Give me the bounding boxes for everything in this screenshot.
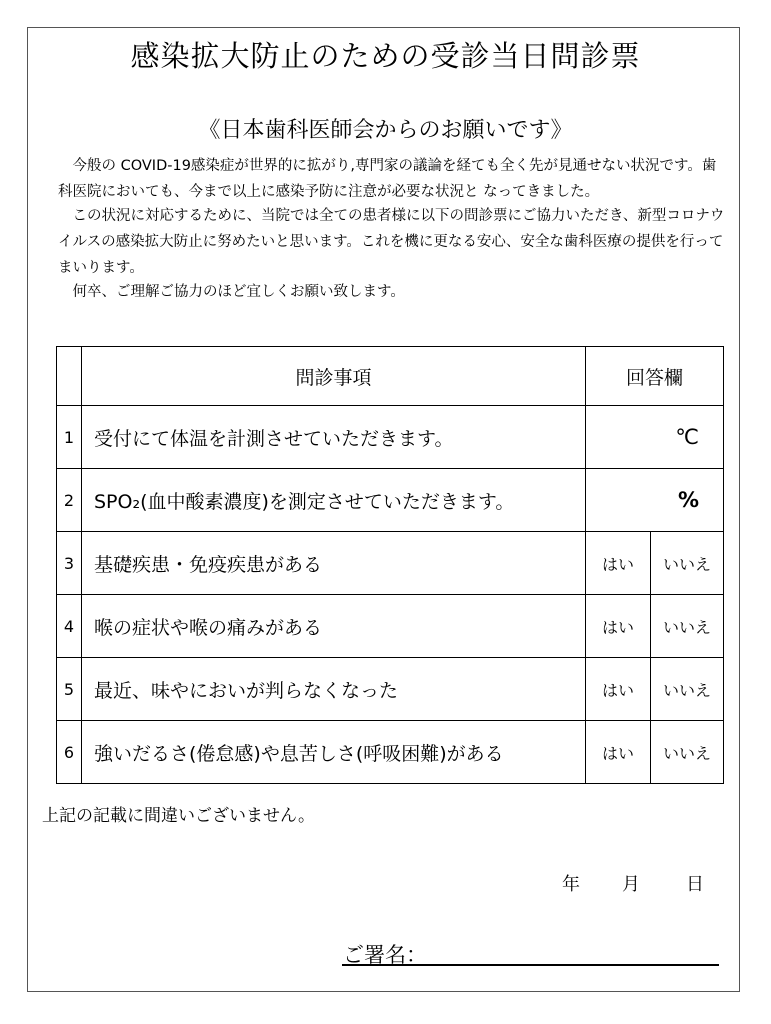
no-option[interactable]: いいえ — [651, 721, 724, 784]
no-option[interactable]: いいえ — [651, 532, 724, 595]
signature-label: ご署名： — [343, 943, 427, 967]
table-row — [57, 406, 724, 469]
row-number: 5 — [57, 658, 82, 721]
table-row — [57, 595, 724, 658]
header-answer: 回答欄 — [586, 347, 724, 406]
page-subtitle: 《日本歯科医師会からのお願いです》 — [198, 118, 573, 143]
date-year-label: 年 — [562, 874, 580, 895]
table-row — [57, 532, 724, 595]
table-row — [57, 721, 724, 784]
intro-text — [58, 153, 730, 305]
row-number: 6 — [57, 721, 82, 784]
yes-option[interactable]: はい — [586, 721, 651, 784]
row-number: 2 — [57, 469, 82, 532]
date-day-label: 日 — [686, 874, 704, 895]
row-question: 強いだるさ(倦怠感)や息苦しさ(呼吸困難)がある — [82, 721, 586, 784]
row-number: 3 — [57, 532, 82, 595]
row-number: 4 — [57, 595, 82, 658]
row-question: 受付にて体温を計測させていただきます。 — [82, 406, 586, 469]
intro-paragraph-2: この状況に対応するために、当院では全ての患者様に以下の問診票にご協力いただき、新型コロナウイルスの感染拡大防止に努めたいと思います。これを機に更なる安心、安全な歯科医療の提供を行ってまいります。 — [58, 208, 725, 276]
row-question: SPO₂(血中酸素濃度)を測定させていただきます。 — [82, 469, 586, 532]
no-option[interactable]: いいえ — [651, 595, 724, 658]
row-question: 最近、味やにおいが判らなくなった — [82, 658, 586, 721]
questionnaire-table — [56, 346, 724, 784]
yes-option[interactable]: はい — [586, 595, 651, 658]
table-header-row — [57, 347, 724, 406]
temperature-answer-cell[interactable]: ℃ — [586, 406, 724, 469]
no-option[interactable]: いいえ — [651, 658, 724, 721]
row-question: 基礎疾患・免疫疾患がある — [82, 532, 586, 595]
confirmation-statement: 上記の記載に間違いございません。 — [42, 806, 316, 826]
spo2-answer-cell[interactable]: % — [586, 469, 724, 532]
page-title: 感染拡大防止のための受診当日問診票 — [130, 39, 641, 73]
yes-option[interactable]: はい — [586, 658, 651, 721]
table-row — [57, 658, 724, 721]
row-question: 喉の症状や喉の痛みがある — [82, 595, 586, 658]
yes-option[interactable]: はい — [586, 532, 651, 595]
signature-field[interactable] — [342, 964, 719, 966]
date-month-label: 月 — [622, 874, 640, 895]
intro-paragraph-1: 今般の COVID-19感染症が世界的に拡がり,専門家の議論を経ても全く先が見通せない状況です。歯科医院においても、今まで以上に感染予防に注意が必要な状況と なってきました。 — [58, 158, 717, 200]
header-item: 問診事項 — [82, 347, 586, 406]
table-row — [57, 469, 724, 532]
intro-paragraph-3: 何卒、ご理解ご協力のほど宜しくお願い致します。 — [72, 284, 405, 300]
row-number: 1 — [57, 406, 82, 469]
header-number-cell — [57, 347, 82, 406]
